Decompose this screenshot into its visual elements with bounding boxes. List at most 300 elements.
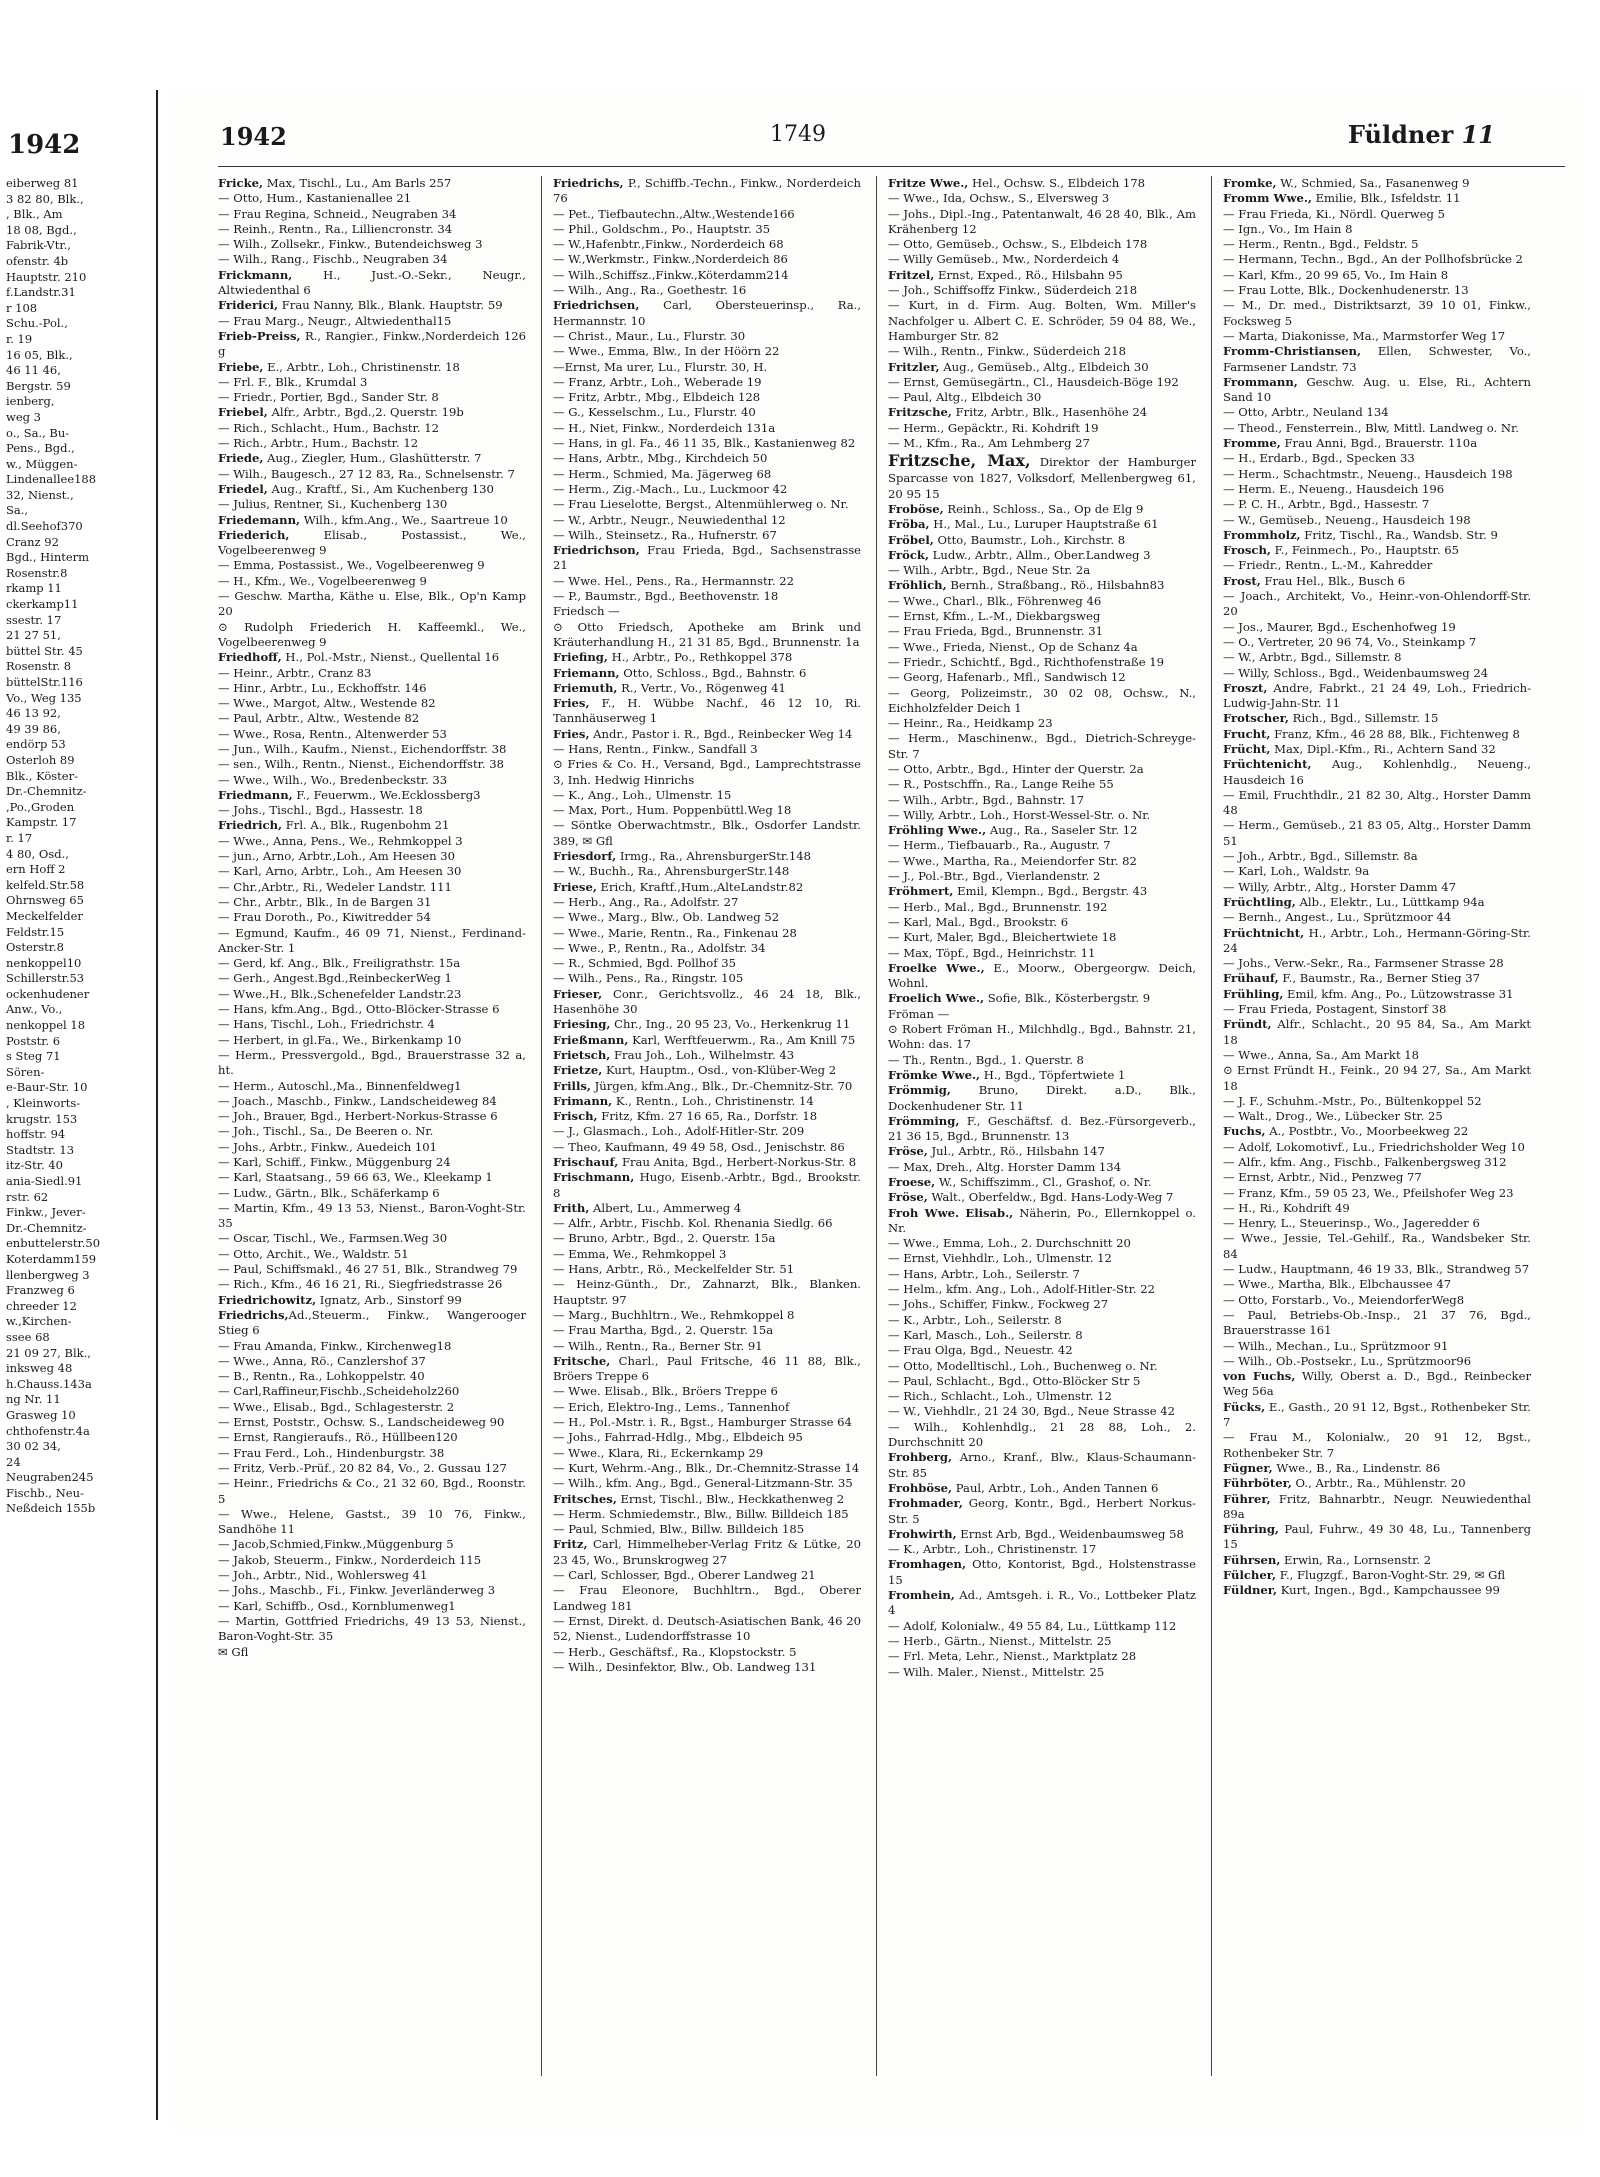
directory-entry: ⊙ Rudolph Friederich H. Kaffeemkl., We., Vogelbeerenweg 9 xyxy=(218,619,526,649)
entry-surname: Friedrichowitz, xyxy=(218,1292,317,1307)
directory-entry: — Ernst, Rangieraufs., Rö., Hüllbeen120 xyxy=(218,1430,458,1445)
entry-surname: Frotscher, xyxy=(1223,711,1289,726)
directory-entry: — Ernst, Kfm., L.-M., Diekbargsweg xyxy=(888,609,1101,624)
directory-entry: — Wwe., Martha, Ra., Meiendorfer Str. 82 xyxy=(888,853,1137,868)
fragment-line: 3 82 80, Blk., xyxy=(6,191,84,206)
directory-entry: Friefing, H., Arbtr., Po., Rethkoppel 378 xyxy=(553,650,793,665)
directory-entry: — Otto, Forstarb., Vo., MeiendorferWeg8 xyxy=(1223,1292,1465,1307)
directory-entry: — Franz, Kfm., 59 05 23, We., Pfeilshofer Weg 23 xyxy=(1223,1185,1514,1200)
entry-surname: Friemuth, xyxy=(553,680,618,695)
entry-surname: Frommholz, xyxy=(1223,527,1301,542)
fragment-line: kelfeld.Str.58 xyxy=(6,877,85,892)
directory-entry: Früchtenicht, Aug., Kohlenhdlg., Neueng., Hausdeich 16 xyxy=(1223,757,1531,787)
directory-entry: — Hermann, Techn., Bgd., An der Pollhofsbrücke 2 xyxy=(1223,252,1523,267)
fragment-line: ,Po.,Groden xyxy=(6,799,75,814)
entry-surname: Fritzsche, xyxy=(888,405,952,420)
directory-entry: — Paul, Schlacht., Bgd., Otto-Blöcker Str 5 xyxy=(888,1373,1141,1388)
directory-entry: — Hans, in gl. Fa., 46 11 35, Blk., Kastanienweg 82 xyxy=(553,436,856,451)
directory-entry: — Wwe., Marg., Blw., Ob. Landweg 52 xyxy=(553,910,780,925)
fragment-line: Osterloh 89 xyxy=(6,752,75,767)
fragment-line: r. 19 xyxy=(6,331,33,346)
directory-entry: — Wwe., Emma, Blw., In der Höörn 22 xyxy=(553,344,780,359)
directory-entry: ⊙ Otto Friedsch, Apotheke am Brink und Kräuterhandlung H., 21 31 85, Bgd., Brunnenstr. 1a xyxy=(553,619,861,649)
entry-surname: Früchtenicht, xyxy=(1223,757,1312,772)
directory-entry: Füldner, Kurt, Ingen., Bgd., Kampchaussee 99 xyxy=(1223,1583,1500,1598)
directory-entry: — Max, Dreh., Altg. Horster Damm 134 xyxy=(888,1159,1122,1174)
entry-surname: Fritsche, xyxy=(553,1353,611,1368)
directory-entry: Fritzler, Aug., Gemüseb., Altg., Elbdeich 30 xyxy=(888,359,1149,374)
entry-surname: Fritsches, xyxy=(553,1491,617,1506)
entry-surname: Fröba, xyxy=(888,517,930,532)
directory-entry: — Friedr., Rentn., L.-M., Kahredder xyxy=(1223,558,1433,573)
directory-entry: Friedemann, Wilh., kfm.Ang., We., Saartreue 10 xyxy=(218,512,508,527)
directory-entry: Friede, Aug., Ziegler, Hum., Glashütterstr. 7 xyxy=(218,451,482,466)
fragment-line: Sören- xyxy=(6,1064,45,1079)
fragment-line: ienberg, xyxy=(6,394,55,409)
directory-entry: — Wilh., Arbtr., Bgd., Neue Str. 2a xyxy=(888,563,1091,578)
fragment-line: w., Müggen- xyxy=(6,456,78,471)
entry-surname: Fritze Wwe., xyxy=(888,176,969,190)
directory-entry: — Herm., Zig.-Mach., Lu., Luckmoor 42 xyxy=(553,481,788,496)
directory-entry: — W., Buchh., Ra., AhrensburgerStr.148 xyxy=(553,864,790,879)
fragment-line: Anw., Vo., xyxy=(6,1002,63,1017)
directory-entry: Fügner, Wwe., B., Ra., Lindenstr. 86 xyxy=(1223,1460,1441,1475)
directory-entry: — Karl, Masch., Loh., Seilerstr. 8 xyxy=(888,1327,1083,1342)
entry-surname: Fröbel, xyxy=(888,532,934,547)
entry-surname: Friedrichs, xyxy=(553,176,624,190)
entry-surname: Frischauf, xyxy=(553,1155,619,1169)
directory-entry: — Th., Rentn., Bgd., 1. Querstr. 8 xyxy=(888,1052,1084,1067)
entry-surname: Froelke Wwe., xyxy=(888,960,985,975)
directory-entry: Früchtling, Alb., Elektr., Lu., Lüttkamp 94a xyxy=(1223,894,1485,909)
entry-surname: Fries, xyxy=(553,726,590,741)
directory-entry: — Emil, Fruchthdlr., 21 82 30, Altg., Horster Damm 48 xyxy=(1223,787,1531,818)
directory-entry: — Carl, Schlosser, Bgd., Oberer Landweg 21 xyxy=(553,1568,816,1583)
advertisement-name: Fritzsche, Max, xyxy=(888,451,1031,471)
directory-entry: — Wwe., Margot, Altw., Westende 82 xyxy=(218,696,436,711)
entry-surname: Fröhlich, xyxy=(888,578,947,593)
entry-surname: Fröck, xyxy=(888,547,929,562)
directory-entry: — Ernst, Arbtr., Nid., Penzweg 77 xyxy=(1223,1170,1422,1185)
directory-entry: Friebe, E., Arbtr., Loh., Christinenstr. 18 xyxy=(218,359,460,374)
directory-entry: — Frl. F., Blk., Krumdal 3 xyxy=(218,374,368,389)
directory-entry: — Adolf, Kolonialw., 49 55 84, Lu., Lüttkamp 112 xyxy=(888,1618,1177,1633)
entry-surname: Friedel, xyxy=(218,481,268,496)
directory-entry: — Paul, Betriebs-Ob.-Insp., 21 37 76, Bgd., Brauerstrasse 161 xyxy=(1223,1307,1531,1338)
entry-surname: Fülcher, xyxy=(1223,1568,1277,1583)
entry-surname: Friedhoff, xyxy=(218,650,282,665)
directory-entry: — Johs., Maschb., Fi., Finkw. Jeverländerweg 3 xyxy=(218,1583,496,1598)
directory-entry: — Kurt, Wehrm.-Ang., Blk., Dr.-Chemnitz-Strasse 14 xyxy=(553,1460,860,1475)
directory-entry: — Frau M., Kolonialw., 20 91 12, Bgst., Rothenbeker Str. 7 xyxy=(1223,1430,1531,1460)
directory-entry: Friedrichson, Frau Frieda, Bgd., Sachsenstrasse 21 xyxy=(553,543,861,573)
entry-surname: Fritz, xyxy=(553,1537,588,1552)
directory-entry: — Joh., Brauer, Bgd., Herbert-Norkus-Strasse 6 xyxy=(218,1109,498,1124)
entry-surname: Friefing, xyxy=(553,650,608,665)
directory-entry: — Ludw., Hauptmann, 46 19 33, Blk., Strandweg 57 xyxy=(1223,1262,1530,1277)
directory-entry: — Wilh.,Schiffsz.,Finkw.,Köterdamm214 xyxy=(553,267,789,282)
fragment-line: Koterdamm159 xyxy=(6,1251,97,1266)
entry-surname: Fritzel, xyxy=(888,267,935,282)
directory-entry: — Herb., Mal., Bgd., Brunnenstr. 192 xyxy=(888,899,1108,914)
fragment-line: h.Chauss.143a xyxy=(6,1376,92,1391)
fragment-line: Neugraben245 xyxy=(6,1470,94,1485)
directory-entry: — Wilh., Pens., Ra., Ringstr. 105 xyxy=(553,971,744,986)
directory-entry: — Joh., Arbtr., Bgd., Sillemstr. 8a xyxy=(1223,849,1418,864)
fragment-line: endörp 53 xyxy=(6,737,66,752)
fragment-line: Neßdeich 155b xyxy=(6,1501,96,1516)
fragment-line: , Kleinworts- xyxy=(6,1096,81,1111)
directory-entry: Führer, Fritz, Bahnarbtr., Neugr. Neuwiedenthal 89a xyxy=(1223,1491,1531,1521)
directory-entry: — M., Kfm., Ra., Am Lehmberg 27 xyxy=(888,436,1090,451)
directory-entry: — Wilh., Rentn., Finkw., Süderdeich 218 xyxy=(888,344,1127,359)
directory-entry: — Frau Marg., Neugr., Altwiedenthal15 xyxy=(218,313,452,328)
directory-entry: Froböse, Reinh., Schloss., Sa., Op de Elg 9 xyxy=(888,501,1144,516)
directory-entry: Frömming, F., Geschäftsf. d. Bez.-Fürsorgeverb., 21 36 15, Bgd., Brunnenstr. 13 xyxy=(888,1113,1196,1144)
directory-entry: Fritsche, Charl., Paul Fritsche, 46 11 88, Blk., Bröers Treppe 6 xyxy=(553,1353,861,1384)
directory-entry: Fröse, Jul., Arbtr., Rö., Hilsbahn 147 xyxy=(888,1144,1105,1159)
page-header xyxy=(220,118,1555,158)
directory-entry: Friesdorf, Irmg., Ra., AhrensburgerStr.148 xyxy=(553,849,812,864)
directory-entry: — Frau Martha, Bgd., 2. Querstr. 15a xyxy=(553,1323,774,1338)
directory-entry: — Ernst, Viehhdlr., Loh., Ulmenstr. 12 xyxy=(888,1251,1112,1266)
directory-entry: — Adolf, Lokomotivf., Lu., Friedrichsholder Weg 10 xyxy=(1223,1139,1525,1154)
directory-entry: — H., Niet, Finkw., Norderdeich 131a xyxy=(553,420,776,435)
fragment-line: chthofenstr.4a xyxy=(6,1423,90,1438)
directory-entry: — Wwe., Marie, Rentn., Ra., Finkenau 28 xyxy=(553,925,797,940)
directory-entry: — Frau Frieda, Postagent, Sinstorf 38 xyxy=(1223,1002,1447,1017)
directory-entry: — Wwe., Charl., Blk., Föhrenweg 46 xyxy=(888,593,1102,608)
directory-entry: — Marg., Buchhltrn., We., Rehmkoppel 8 xyxy=(553,1307,795,1322)
previous-page-year: 1942 xyxy=(8,130,81,160)
fragment-line: Kampstr. 17 xyxy=(6,815,77,830)
directory-entry: — Karl, Loh., Waldstr. 9a xyxy=(1223,864,1370,879)
directory-entry: — Kurt, in d. Firm. Aug. Bolten, Wm. Miller's Nachfolger u. Albert C. E. Schröder, 59 04 88, We., Hamburger Str. 82 xyxy=(888,298,1196,343)
directory-entry: — Ernst, Poststr., Ochsw. S., Landscheideweg 90 xyxy=(218,1415,505,1430)
entry-surname: Führing, xyxy=(1223,1522,1279,1537)
directory-entry: — P. C. H., Arbtr., Bgd., Hassestr. 7 xyxy=(1223,497,1430,512)
directory-entry: — Wilh., Desinfektor, Blw., Ob. Landweg 131 xyxy=(553,1659,817,1674)
directory-entry: — Herm., Autoschl.,Ma., Binnenfeldweg1 xyxy=(218,1078,462,1093)
directory-entry: Friese, Erich, Kraftf.,Hum.,AlteLandstr.82 xyxy=(553,879,804,894)
directory-entry: — Ludw., Gärtn., Blk., Schäferkamp 6 xyxy=(218,1185,440,1200)
directory-entry: Fritsches, Ernst, Tischl., Blw., Heckkathenweg 2 xyxy=(553,1491,845,1506)
directory-entry: — Paul, Schmied, Blw., Billw. Billdeich 185 xyxy=(553,1522,805,1537)
directory-entry: — Martin, Gottfried Friedrichs, 49 13 53, Nienst., Baron-Voght-Str. 35 xyxy=(218,1613,526,1644)
directory-entry: Frost, Frau Hel., Blk., Busch 6 xyxy=(1223,573,1406,588)
directory-entry: — Heinr., Friedrichs & Co., 21 32 60, Bgd., Roonstr. 5 xyxy=(218,1476,526,1506)
entry-surname: Frith, xyxy=(553,1200,590,1215)
directory-entry: — H., Erdarb., Bgd., Specken 33 xyxy=(1223,451,1415,466)
entry-surname: Froszt, xyxy=(1223,680,1268,695)
directory-entry: — Helm., kfm. Ang., Loh., Adolf-Hitler-Str. 22 xyxy=(888,1282,1155,1297)
directory-entry: — Wwe., Anna, Sa., Am Markt 18 xyxy=(1223,1047,1420,1062)
directory-entry: — Bernh., Angest., Lu., Sprützmoor 44 xyxy=(1223,910,1452,925)
directory-entry: — Wilh., kfm. Ang., Bgd., General-Litzmann-Str. 35 xyxy=(553,1476,853,1491)
directory-entry: — Frau Doroth., Po., Kiwitredder 54 xyxy=(218,910,431,925)
directory-entry: — M., Dr. med., Distriktsarzt, 39 10 01, Finkw., Focksweg 5 xyxy=(1223,298,1531,328)
directory-entry: — Herm., Schachtmstr., Neueng., Hausdeich 198 xyxy=(1223,466,1513,481)
directory-entry: — Georg, Hafenarb., Mfl., Sandwisch 12 xyxy=(888,670,1126,685)
entry-surname: Fromhagen, xyxy=(888,1557,967,1572)
entry-surname: Friedrichsen, xyxy=(553,298,640,313)
directory-entry: — Wilh., Kohlenhdlg., 21 28 88, Loh., 2. Durchschnitt 20 xyxy=(888,1419,1196,1450)
entry-surname: Frohmader, xyxy=(888,1496,963,1511)
page-year: 1942 xyxy=(220,122,287,151)
entry-surname: Fröse, xyxy=(888,1190,928,1205)
directory-entry: — Karl, Mal., Bgd., Brookstr. 6 xyxy=(888,914,1069,929)
directory-entry: Friedmann, F., Feuerwm., We.Ecklossberg3 xyxy=(218,787,481,802)
directory-entry: Frietze, Kurt, Hauptm., Osd., von-Klüber-Weg 2 xyxy=(553,1063,837,1078)
fragment-line: r. 17 xyxy=(6,830,33,845)
directory-entry: — Henry, L., Steuerinsp., Wo., Jageredder 6 xyxy=(1223,1216,1480,1231)
fragment-line: Rosenstr.8 xyxy=(6,565,68,580)
entry-surname: Frischmann, xyxy=(553,1170,635,1185)
directory-entry: — Carl,Raffineur,Fischb.,Scheideholz260 xyxy=(218,1384,460,1399)
entry-surname: Fromhein, xyxy=(888,1588,955,1603)
entry-surname: Friederich, xyxy=(218,527,290,542)
fragment-line: Stadtstr. 13 xyxy=(6,1142,75,1157)
directory-entry: — Frau Eleonore, Buchhltrn., Bgd., Oberer Landweg 181 xyxy=(553,1583,861,1613)
directory-entry: — J. F., Schuhm.-Mstr., Po., Bültenkoppel 52 xyxy=(1223,1093,1482,1108)
directory-entry: — Hans, Rentn., Finkw., Sandfall 3 xyxy=(553,741,758,756)
directory-entry: Fromke, W., Schmied, Sa., Fasanenweg 9 xyxy=(1223,176,1470,190)
entry-surname: Frühauf, xyxy=(1223,971,1279,986)
directory-entry: Fromm-Christiansen, Ellen, Schwester, Vo., Farmsener Landstr. 73 xyxy=(1223,344,1531,374)
directory-entry: Fritz, Carl, Himmelheber-Verlag Fritz & Lütke, 20 23 45, Wo., Brunskrogweg 27 xyxy=(553,1537,861,1567)
directory-entry: Friedrichs,Ad.,Steuerm., Finkw., Wangerooger Stieg 6 xyxy=(218,1307,526,1338)
directory-entry: Frießmann, Karl, Werftfeuerwm., Ra., Am Knill 75 xyxy=(553,1032,856,1047)
directory-entry: — K., Arbtr., Loh., Seilerstr. 8 xyxy=(888,1312,1062,1327)
directory-entry: — W., Arbtr., Neugr., Neuwiedenthal 12 xyxy=(553,512,786,527)
fragment-line: 46 11 46, xyxy=(6,363,61,378)
previous-page-lines xyxy=(6,176,146,1517)
page-number: 1749 xyxy=(770,122,826,147)
entry-surname: Fröhmert, xyxy=(888,884,954,899)
directory-entry: ⊙ Fries & Co. H., Versand, Bgd., Lamprechtstrasse 3, Inh. Hedwig Hinrichs xyxy=(553,757,861,787)
directory-entry: — Joach., Maschb., Finkw., Landscheideweg 84 xyxy=(218,1093,497,1108)
fragment-line: ania-Siedl.91 xyxy=(6,1174,83,1188)
directory-entry: — Hans, Arbtr., Loh., Seilerstr. 7 xyxy=(888,1266,1080,1281)
directory-entry: Frisch, Fritz, Kfm. 27 16 65, Ra., Dorfstr. 18 xyxy=(553,1109,818,1124)
directory-entry: — Herm., Maschinenw., Bgd., Dietrich-Schreyge-Str. 7 xyxy=(888,731,1196,761)
entry-surname: Fritzler, xyxy=(888,359,940,374)
fragment-line: 46 13 92, xyxy=(6,706,61,721)
directory-entry: — Herm., Gepäcktr., Ri. Kohdrift 19 xyxy=(888,420,1099,435)
directory-entry: — Willy Gemüseb., Mw., Norderdeich 4 xyxy=(888,252,1120,267)
directory-entry: — Wwe., Anna, Rö., Canzlershof 37 xyxy=(218,1353,426,1368)
directory-entry: Frieser, Conr., Gerichtsvollz., 46 24 18, Blk., Hasenhöhe 30 xyxy=(553,986,861,1017)
directory-entry: — Geschw. Martha, Käthe u. Else, Blk., Op'n Kamp 20 xyxy=(218,589,526,619)
directory-entry: — Wilh., Steinsetz., Ra., Hufnerstr. 67 xyxy=(553,527,777,542)
directory-entry: Frohmader, Georg, Kontr., Bgd., Herbert Norkus-Str. 5 xyxy=(888,1496,1196,1526)
directory-entry: — Wwe., Helene, Gastst., 39 10 76, Finkw., Sandhöhe 11 xyxy=(218,1506,526,1537)
directory-entry: Fritzel, Ernst, Exped., Rö., Hilsbahn 95 xyxy=(888,267,1123,282)
directory-entry: — Otto, Gemüseb., Ochsw., S., Elbdeich 178 xyxy=(888,237,1148,252)
directory-entry: — G., Kesselschm., Lu., Flurstr. 40 xyxy=(553,405,756,420)
directory-entry: Frommholz, Fritz, Tischl., Ra., Wandsb. Str. 9 xyxy=(1223,527,1498,542)
entry-surname: Frießmann, xyxy=(553,1032,629,1047)
directory-entry: — Karl, Kfm., 20 99 65, Vo., Im Hain 8 xyxy=(1223,267,1449,282)
directory-entry: Fritzsche, Fritz, Arbtr., Blk., Hasenhöhe 24 xyxy=(888,405,1148,420)
directory-entry: — Söntke Oberwachtmstr., Blk., Osdorfer Landstr. 389, ✉ Gfl xyxy=(553,818,861,848)
entry-surname: Frohberg, xyxy=(888,1450,953,1465)
directory-entry: — Theo, Kaufmann, 49 49 58, Osd., Jenischstr. 86 xyxy=(553,1139,845,1154)
fragment-line: Feldstr.15 xyxy=(6,924,65,939)
directory-entry: — O., Vertreter, 20 96 74, Vo., Steinkamp 7 xyxy=(1223,634,1477,649)
directory-entry: von Fuchs, Willy, Oberst a. D., Bgd., Reinbecker Weg 56a xyxy=(1223,1369,1531,1399)
entry-surname: Friedmann, xyxy=(218,787,293,802)
entry-surname: Froelich Wwe., xyxy=(888,991,985,1006)
directory-entry: — Chr.,Arbtr., Ri., Wedeler Landstr. 111 xyxy=(218,879,452,894)
directory-entry: — Wwe., Rosa, Rentn., Altenwerder 53 xyxy=(218,726,447,741)
directory-entry: — W.,Werkmstr., Finkw.,Norderdeich 86 xyxy=(553,252,788,267)
directory-entry: — Herm., Schmied, Ma. Jägerweg 68 xyxy=(553,466,772,481)
directory-entry: — Rich., Kfm., 46 16 21, Ri., Siegfriedstrasse 26 xyxy=(218,1277,503,1292)
directory-entry: — Frau Regina, Schneid., Neugraben 34 xyxy=(218,206,457,221)
directory-entry: Froh Wwe. Elisab., Näherin, Po., Ellernkoppel o. Nr. xyxy=(888,1205,1196,1235)
directory-entry: Friemann, Otto, Schloss., Bgd., Bahnstr. 6 xyxy=(553,665,807,680)
directory-entry: Fröhling Wwe., Aug., Ra., Saseler Str. 12 xyxy=(888,823,1138,838)
directory-entry: — Joh., Arbtr., Nid., Wohlersweg 41 xyxy=(218,1568,428,1583)
directory-entry: — R., Postschffn., Ra., Lange Reihe 55 xyxy=(888,777,1114,792)
directory-entry: Froelke Wwe., E., Moorw., Obergeorgw. Deich, Wohnl. xyxy=(888,960,1196,991)
entry-surname: Frosch, xyxy=(1223,543,1271,558)
entry-surname: Frömmig, xyxy=(888,1083,951,1098)
fragment-line: Pens., Bgd., xyxy=(6,441,75,456)
fragment-line: Dr.-Chemnitz- xyxy=(6,784,87,799)
directory-entry: — Joh., Schiffsoffz Finkw., Süderdeich 218 xyxy=(888,283,1138,298)
directory-entry: — Bruno, Arbtr., Bgd., 2. Querstr. 15a xyxy=(553,1231,776,1246)
fragment-line: ng Nr. 11 xyxy=(6,1392,61,1407)
entry-surname: Friebe, xyxy=(218,359,264,374)
directory-entry: — Wwe., Wilh., Wo., Bredenbeckstr. 33 xyxy=(218,772,448,787)
directory-entry: — Reinh., Rentn., Ra., Lilliencronstr. 34 xyxy=(218,221,453,236)
fragment-line: llenbergweg 3 xyxy=(6,1267,90,1282)
entry-surname: Froese, xyxy=(888,1175,936,1189)
entry-surname: Frickmann, xyxy=(218,267,293,282)
entry-surname: Frücht, xyxy=(1223,741,1271,756)
directory-entry: — Jakob, Steuerm., Finkw., Norderdeich 115 xyxy=(218,1552,482,1567)
directory-entry: — Hans, Tischl., Loh., Friedrichstr. 4 xyxy=(218,1017,435,1032)
entry-surname: Frietze, xyxy=(553,1063,603,1078)
directory-entry: Friederich, Elisab., Postassist., We., Vogelbeerenweg 9 xyxy=(218,527,526,558)
entry-surname: Frohwirth, xyxy=(888,1526,957,1541)
directory-entry: — Johs., Dipl.-Ing., Patentanwalt, 46 28 40, Blk., Am Krähenberg 12 xyxy=(888,206,1196,236)
fragment-line: 4 80, Osd., xyxy=(6,846,69,861)
directory-entry: — Friedr., Schichtf., Bgd., Richthofenstraße 19 xyxy=(888,654,1164,669)
directory-entry: Frücht, Max, Dipl.-Kfm., Ri., Achtern Sand 32 xyxy=(1223,741,1496,756)
directory-entry: Frömmig, Bruno, Direkt. a.D., Blk., Dockenhudener Str. 11 xyxy=(888,1083,1196,1113)
fragment-line: Blk., Köster- xyxy=(6,768,78,783)
directory-entry: Fries, Andr., Pastor i. R., Bgd., Reinbecker Weg 14 xyxy=(553,726,853,741)
directory-entry: ✉ Gfl xyxy=(218,1644,249,1659)
directory-entry: Frischmann, Hugo, Eisenb.-Arbtr., Bgd., Brookstr. 8 xyxy=(553,1170,861,1200)
entry-surname: Frimann, xyxy=(553,1093,613,1108)
directory-entry: Frotscher, Rich., Bgd., Sillemstr. 15 xyxy=(1223,711,1439,726)
fragment-line: ssestr. 17 xyxy=(6,612,62,627)
directory-entry: — Karl, Staatsang., 59 66 63, We., Kleekamp 1 xyxy=(218,1170,493,1185)
directory-entry: — Rich., Schlacht., Hum., Bachstr. 12 xyxy=(218,420,439,435)
entry-surname: Fricke, xyxy=(218,176,264,190)
directory-entry: — Jos., Maurer, Bgd., Eschenhofweg 19 xyxy=(1223,619,1456,634)
directory-entry: — Wwe., Ida, Ochsw., S., Elversweg 3 xyxy=(888,191,1110,206)
fragment-line: Poststr. 6 xyxy=(6,1033,61,1048)
directory-entry: Frühling, Emil, kfm. Ang., Po., Lützowstrasse 31 xyxy=(1223,986,1514,1001)
fragment-line: inksweg 48 xyxy=(6,1361,73,1376)
fragment-line: weg 3 xyxy=(6,409,41,424)
entry-surname: Friese, xyxy=(553,879,597,894)
directory-entry: Fricke, Max, Tischl., Lu., Am Barls 257 xyxy=(218,176,452,190)
directory-entry: Fuchs, A., Postbtr., Vo., Moorbeekweg 22 xyxy=(1223,1124,1469,1139)
directory-entry: — Johs., Schiffer, Finkw., Fockweg 27 xyxy=(888,1297,1109,1312)
directory-entry: — K., Ang., Loh., Ulmenstr. 15 xyxy=(553,787,732,802)
entry-surname: Froböse, xyxy=(888,501,944,516)
directory-entry: — Johs., Tischl., Bgd., Hassestr. 18 xyxy=(218,803,423,818)
directory-entry: Froese, W., Schiffszimm., Cl., Grashof, o. Nr. xyxy=(888,1175,1152,1189)
directory-entry: — Jacob,Schmied,Finkw.,Müggenburg 5 xyxy=(218,1537,454,1552)
directory-entry: — Paul, Arbtr., Altw., Westende 82 xyxy=(218,711,420,726)
directory-entry: Frietsch, Frau Joh., Loh., Wilhelmstr. 43 xyxy=(553,1047,795,1062)
directory-entry: — jun., Arno, Arbtr.,Loh., Am Heesen 30 xyxy=(218,849,456,864)
directory-entry: — Ernst, Gemüsegärtn., Cl., Hausdeich-Böge 192 xyxy=(888,374,1179,389)
directory-entry: — Oscar, Tischl., We., Farmsen.Weg 30 xyxy=(218,1231,448,1246)
directory-entry: — W., Gemüseb., Neueng., Hausdeich 198 xyxy=(1223,512,1471,527)
fragment-line: büttelStr.116 xyxy=(6,675,83,689)
directory-entry: — Wilh. Maler., Nienst., Mittelstr. 25 xyxy=(888,1664,1105,1679)
entry-surname: Frommann, xyxy=(1223,374,1298,389)
entry-surname: Friesing, xyxy=(553,1017,611,1032)
directory-entry: — Wwe.,H., Blk.,Schenefelder Landstr.23 xyxy=(218,986,462,1001)
fragment-line: Hauptstr. 210 xyxy=(6,269,87,284)
directory-entry: Fröhlich, Bernh., Straßbang., Rö., Hilsbahn83 xyxy=(888,578,1165,593)
directory-entry: Frimann, K., Rentn., Loh., Christinenstr. 14 xyxy=(553,1093,814,1108)
directory-entry: — Max, Port., Hum. Poppenbüttl.Weg 18 xyxy=(553,803,792,818)
directory-entry: — H., Ri., Kohdrift 49 xyxy=(1223,1200,1350,1215)
directory-entry: — Johs., Arbtr., Finkw., Auedeich 101 xyxy=(218,1139,438,1154)
directory-entry: — Chr., Arbtr., Blk., In de Bargen 31 xyxy=(218,894,432,909)
directory-entry: Frohböse, Paul, Arbtr., Loh., Anden Tannen 6 xyxy=(888,1480,1159,1495)
running-head-number: 11 xyxy=(1461,120,1495,149)
directory-entry: — Herm., Tiefbauarb., Ra., Augustr. 7 xyxy=(888,838,1111,853)
entry-surname: Fründt, xyxy=(1223,1017,1272,1032)
directory-entry: — Gerh., Angest.Bgd.,ReinbeckerWeg 1 xyxy=(218,971,452,986)
directory-entry: — Johs., Verw.-Sekr., Ra., Farmsener Strasse 28 xyxy=(1223,956,1504,971)
entry-surname: Fröhling Wwe., xyxy=(888,823,987,838)
directory-entry: — Hans, Arbtr., Rö., Meckelfelder Str. 51 xyxy=(553,1262,795,1277)
directory-entry: — Otto, Archit., We., Waldstr. 51 xyxy=(218,1246,409,1261)
directory-entry: Früchtnicht, H., Arbtr., Loh., Hermann-Göring-Str. 24 xyxy=(1223,925,1531,955)
directory-entry: Friemuth, R., Vertr., Vo., Rögenweg 41 xyxy=(553,680,786,695)
fragment-line: 21 27 51, xyxy=(6,628,61,643)
directory-entry: — Joach., Architekt, Vo., Heinr.-von-Ohlendorff-Str. 20 xyxy=(1223,589,1531,619)
entry-surname: Fries, xyxy=(553,696,590,711)
directory-entry: — Wilh., Arbtr., Bgd., Bahnstr. 17 xyxy=(888,792,1085,807)
entry-surname: Frietsch, xyxy=(553,1047,611,1062)
directory-entry: ⊙ Ernst Fründt H., Feink., 20 94 27, Sa., Am Markt 18 xyxy=(1223,1063,1531,1093)
directory-entry: — W., Viehhdlr., 21 24 30, Bgd., Neue Strasse 42 xyxy=(888,1404,1176,1419)
page-gutter xyxy=(156,90,158,2120)
entry-surname: Führer, xyxy=(1223,1491,1271,1506)
directory-entry: — Marta, Diakonisse, Ma., Marmstorfer Weg 17 xyxy=(1223,328,1506,343)
fragment-line: Franzweg 6 xyxy=(6,1283,75,1298)
directory-entry: — Wwe., Elisab., Bgd., Schlagesterstr. 2 xyxy=(218,1399,455,1414)
entry-surname: Frieser, xyxy=(553,986,603,1001)
directory-entry: — Hans, Arbtr., Mbg., Kirchdeich 50 xyxy=(553,451,768,466)
fragment-line: 30 02 34, xyxy=(6,1439,61,1454)
directory-entry: — Frau Olga, Bgd., Neuestr. 42 xyxy=(888,1343,1073,1358)
directory-entry: — Frau Lieselotte, Bergst., Altenmühlerweg o. Nr. xyxy=(553,497,849,512)
